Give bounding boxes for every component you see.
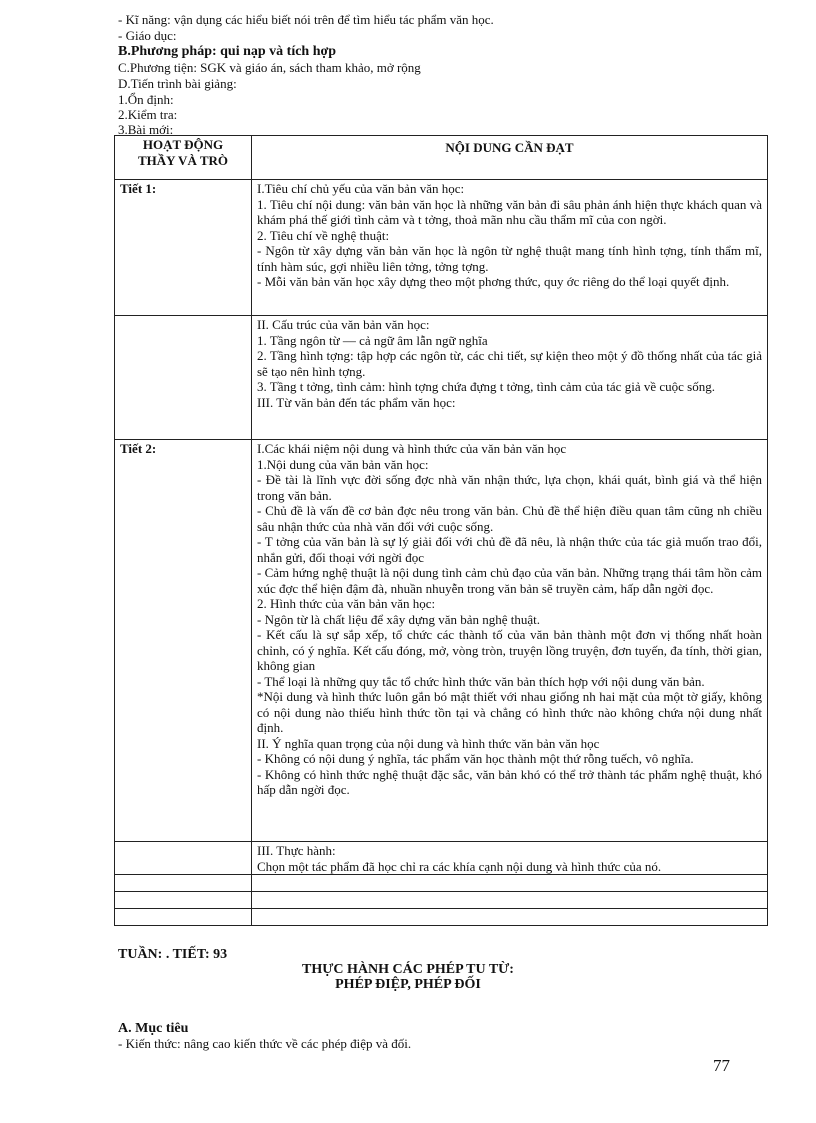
row2-line: III. Từ văn bản đến tác phẩm văn học: [257, 394, 456, 410]
row3-line: - Chủ đề là vấn đề cơ bản đợc nêu trong văn bản. Chủ đề thể hiện điều quan tâm cũng nh chiều sâu nhận thức của nhà văn đối với cuộc sống. [257, 503, 762, 534]
table-row [115, 180, 768, 316]
row3-activity: Tiết 2: [115, 440, 252, 842]
row2-line: 3. Tầng t tởng, tình cảm: hình tợng chứa đựng t tởng, tình cảm của tác giả về cuộc sống. [257, 379, 715, 394]
row3-line: 2. Hình thức của văn bản văn học: [257, 596, 436, 611]
empty-cell [115, 875, 252, 892]
intro-education: - Giáo dục: [118, 28, 177, 43]
intro-step2: 2.Kiểm tra: [118, 107, 178, 122]
empty-cell [252, 892, 768, 909]
lesson-title-line2: PHÉP ĐIỆP, PHÉP ĐỐI [335, 977, 481, 992]
intro-means: C.Phương tiện: SGK và giáo án, sách tham khảo, mở rộng [118, 60, 421, 75]
row3-line: - Không có nội dung ý nghĩa, tác phẩm văn học thành một thứ rỗng tuếch, vô nghĩa. [257, 751, 694, 766]
row1-line: 2. Tiêu chí về nghệ thuật: [257, 227, 390, 243]
lesson-table [114, 135, 768, 926]
intro-process: D.Tiến trình bài giảng: [118, 76, 237, 91]
row1-content [252, 180, 768, 316]
row2-activity [115, 316, 252, 440]
empty-cell [115, 909, 252, 926]
row3-line: - Đề tài là lĩnh vực đời sống đợc nhà văn nhận thức, lựa chọn, khái quát, bình giá và thể hiện trong văn bản. [257, 472, 762, 503]
row2-content [252, 316, 768, 440]
header-activity-line1: HOẠT ĐỘNG [142, 137, 224, 152]
row4-activity [115, 842, 252, 875]
page-number: 77 [713, 1056, 730, 1075]
row4-line: III. Thực hành: [257, 843, 336, 858]
row2-line: II. Cấu trúc của văn bản văn học: [257, 317, 430, 332]
row3-content [252, 440, 768, 842]
row3-line: - Ngôn từ là chất liệu để xây dựng văn bản nghệ thuật. [257, 611, 541, 627]
knowledge-objective: - Kiến thức: nâng cao kiến thức về các phép điệp và đối. [118, 1036, 412, 1051]
row1-line: - Mỗi văn bản văn học xây dựng theo một phơng thức, quy ớc riêng do thể loại quyết định. [257, 274, 730, 289]
row2-line: 2. Tầng hình tợng: tập hợp các ngôn từ, các chi tiết, sự kiện theo một ý đồ thống nhất của tác giả sẽ tạo nên hình tợng. [257, 348, 762, 379]
row3-line: II. Ý nghĩa quan trọng của nội dung và hình thức văn bản văn học [257, 735, 600, 751]
row3-line: I.Các khái niệm nội dung và hình thức của văn bản văn học [257, 441, 567, 456]
table-row-empty [115, 875, 768, 892]
row3-line: - Cảm hứng nghệ thuật là nội dung tình cảm chủ đạo của văn bản. Những trạng thái tâm hồn cảm xúc đợc thể hiện đậm đà, nhuần nhuyễn trong văn bản sẽ truyền cảm, hấp dẫn ngời đọc. [257, 565, 762, 596]
empty-cell [252, 909, 768, 926]
row3-line: - Không có hình thức nghệ thuật đặc sắc, văn bản khó có thể trở thành tác phẩm nghệ thuật, khó hấp dẫn ngời đọc. [257, 766, 762, 797]
row3-line: 1.Nội dung của văn bản văn học: [257, 456, 429, 472]
empty-cell [115, 892, 252, 909]
table-row [115, 842, 768, 875]
row1-line: 1. Tiêu chí nội dung: văn bản văn học là những văn bản đi sâu phản ánh hiện thực khách quan và khám phá thế giới tình cảm và t tởng, thoả mãn nhu cầu thẩm mĩ của con ngời. [257, 196, 762, 227]
table-row [115, 316, 768, 440]
header-content: NỘI DUNG CẦN ĐẠT [252, 136, 768, 180]
empty-cell [252, 875, 768, 892]
intro-skill: - Kĩ năng: vận dụng các hiểu biết nói trên để tìm hiểu tác phẩm văn học. [118, 12, 494, 27]
row1-line: - Ngôn từ xây dựng văn bản văn học là ngôn từ nghệ thuật mang tính hình tợng, tính thẩm mĩ, tính hàm súc, gợi nhiều liên tởng, tởng tợng. [257, 243, 762, 274]
row4-content [252, 842, 768, 875]
section-a-heading: A. Mục tiêu [118, 1021, 189, 1036]
row3-line: - T tởng của văn bản là sự lý giải đối với chủ đề đã nêu, là nhận thức của tác giả muốn trao đổi, nhắn gửi, đối thoại với ngời đọc [257, 534, 762, 565]
lesson-title-line1: THỰC HÀNH CÁC PHÉP TU TỪ: [302, 962, 514, 977]
row3-line: - Kết cấu là sự sắp xếp, tổ chức các thành tố của văn bản thành một đơn vị thống nhất hoàn chỉnh, có ý nghĩa. Kết cấu đóng, mở, vòng tròn, truyện lồng truyện, đơn tuyến, đa tính, thời gian, không gian [257, 627, 762, 673]
row1-line: I.Tiêu chí chủ yếu của văn bản văn học: [257, 181, 465, 196]
intro-method: B.Phương pháp: qui nạp và tích hợp [118, 44, 337, 59]
table-row-empty [115, 892, 768, 909]
table-row-empty [115, 909, 768, 926]
header-activity [115, 136, 252, 180]
row3-line: *Nội dung và hình thức luôn gắn bó mật thiết với nhau giống nh hai mặt của một tờ giấy, không có nội dung nào thiếu hình thức tồn tại và chẳng có hình thức nào không chứa nội dung nhất định. [257, 689, 762, 735]
week-lesson: TUẦN: . TIẾT: 93 [118, 947, 228, 962]
table-header-row [115, 136, 768, 180]
row1-activity: Tiết 1: [115, 180, 252, 316]
row3-line: - Thể loại là những quy tắc tổ chức hình thức văn bản thích hợp với nội dung văn bản. [257, 673, 705, 689]
intro-step1: 1.Ổn định: [118, 92, 174, 107]
table-row [115, 440, 768, 842]
row2-line: 1. Tầng ngôn từ — cả ngữ âm lẫn ngữ nghĩa [257, 332, 488, 348]
header-activity-line2: THẦY VÀ TRÒ [137, 152, 229, 168]
intro-step3: 3.Bài mới: [118, 122, 174, 137]
row4-line: Chọn một tác phẩm đã học chỉ ra các khía cạnh nội dung và hình thức của nó. [257, 858, 662, 874]
